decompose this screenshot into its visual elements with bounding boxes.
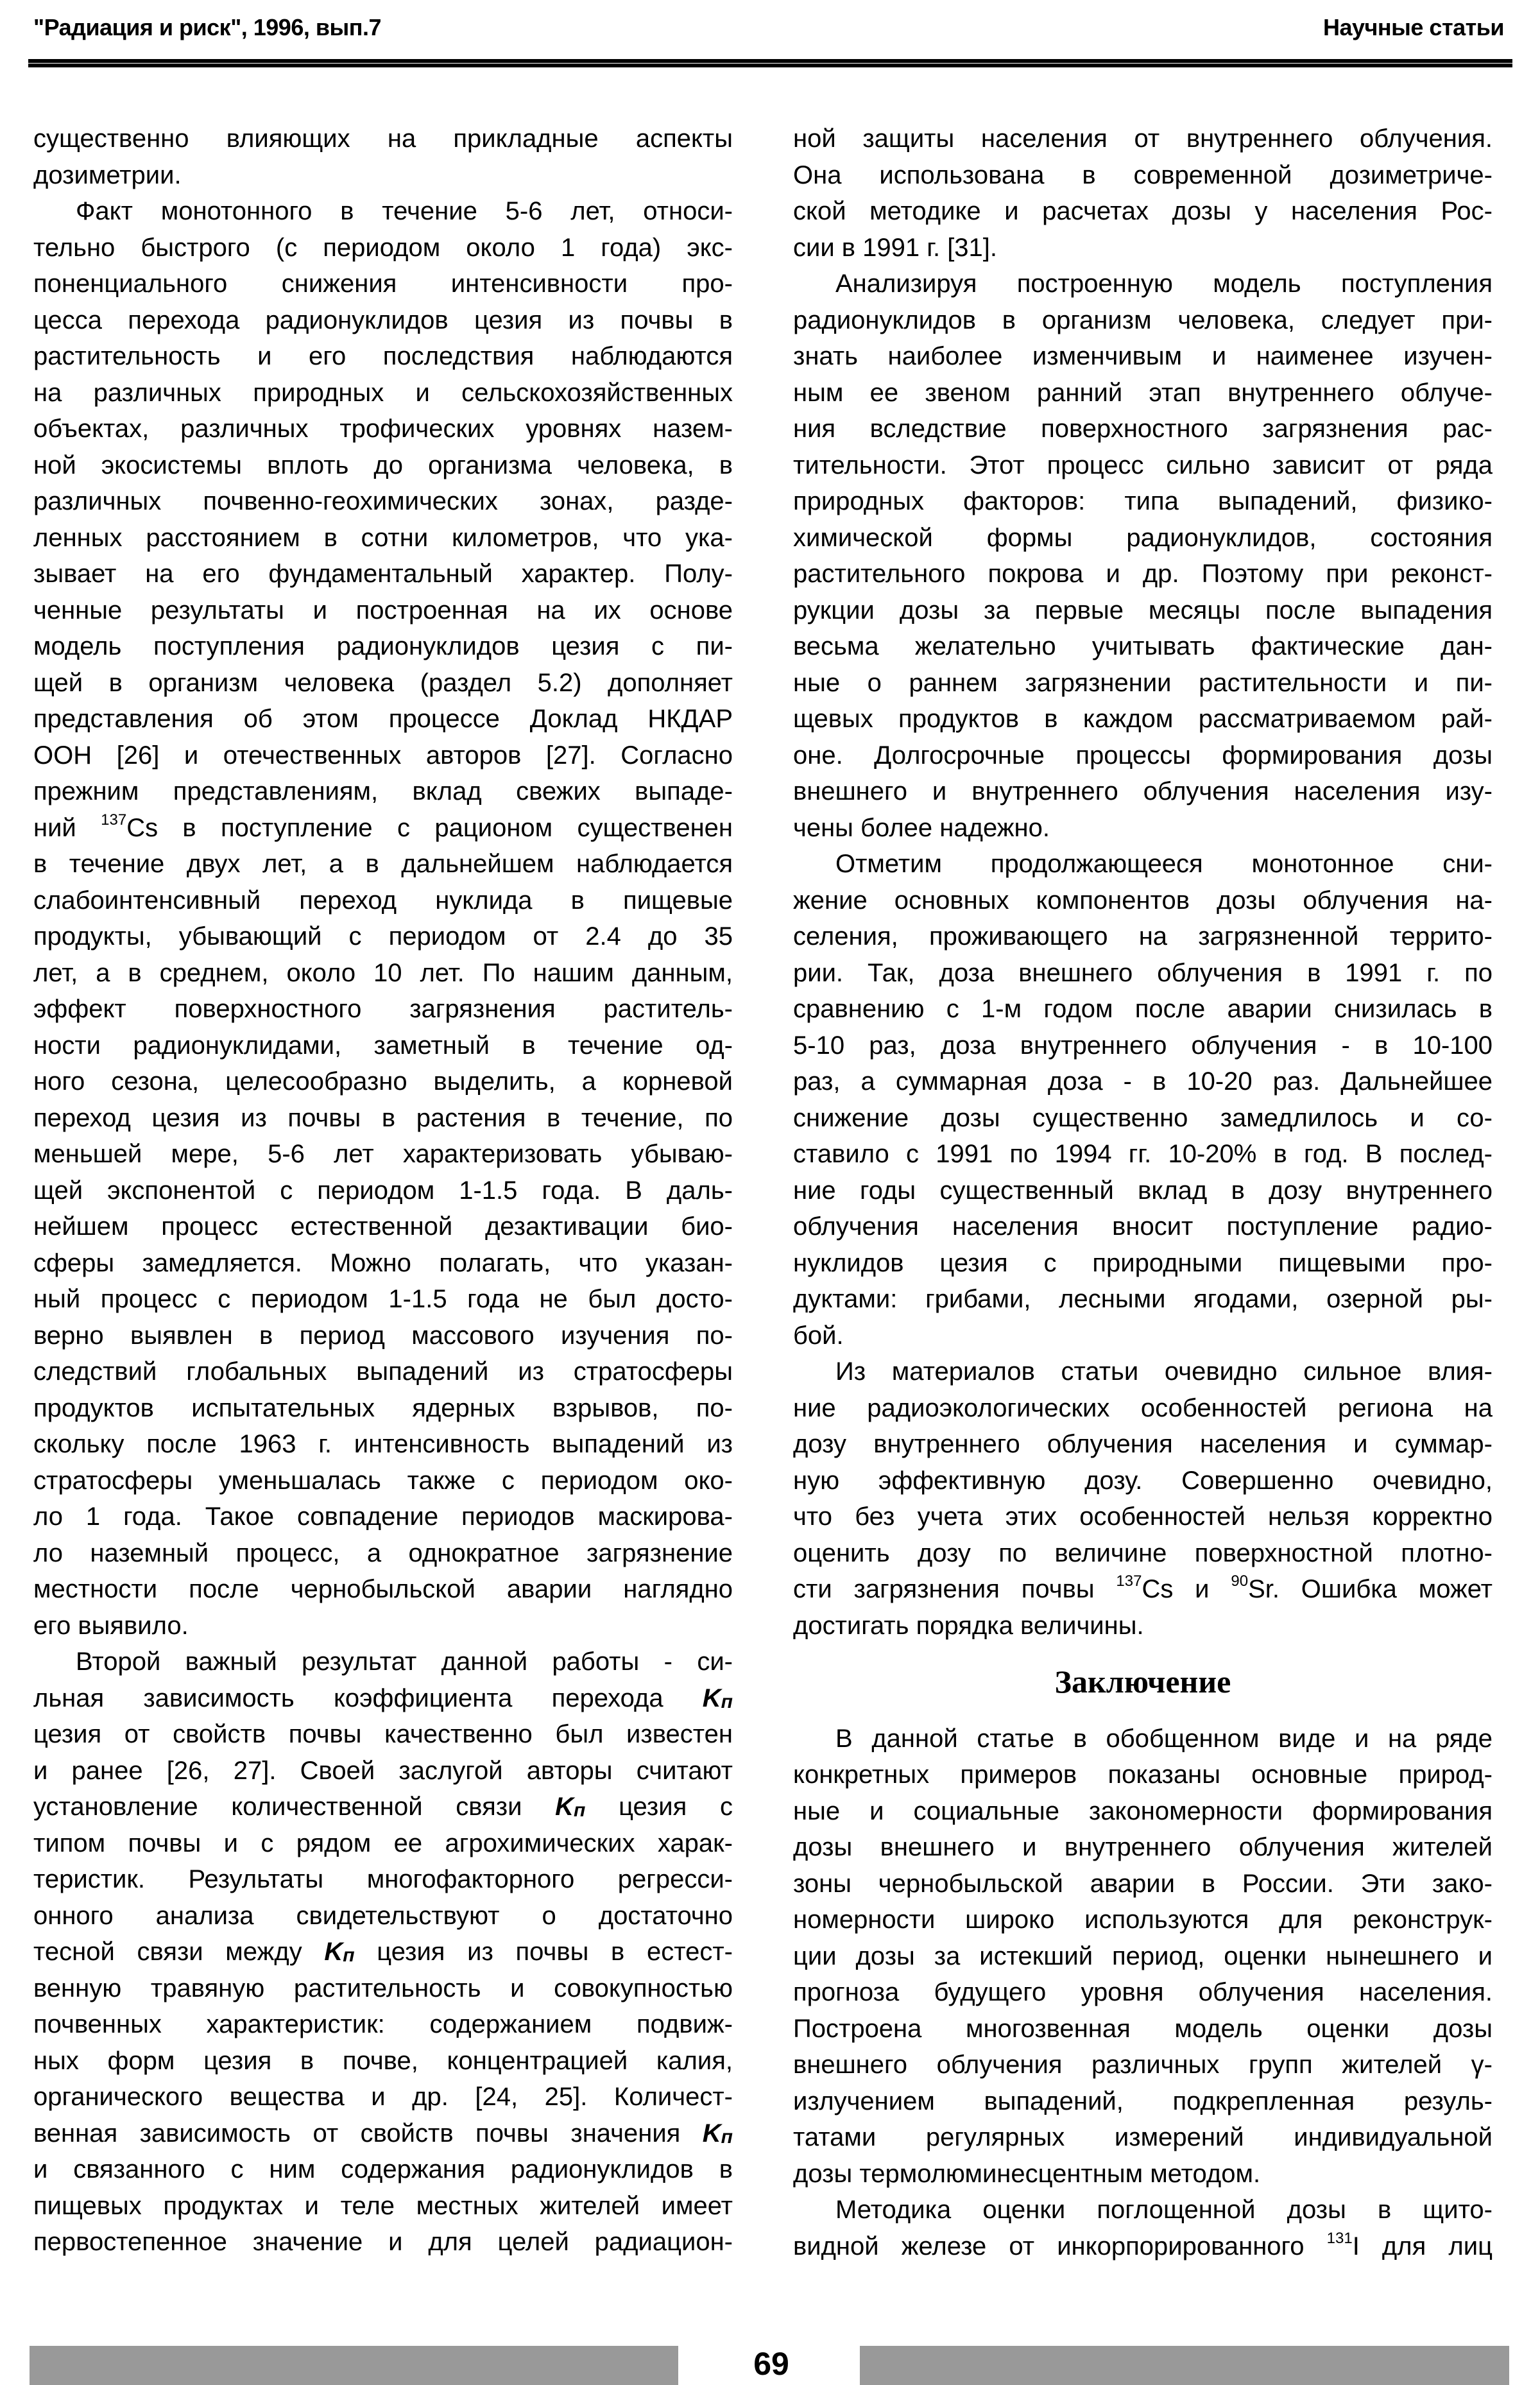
text-run: цезия с xyxy=(585,1793,733,1821)
text-run: снижение дозы существенно замедлилось и со- xyxy=(793,1103,1493,1132)
text-run: щей в организм человека (раздел 5.2) дополняет xyxy=(33,668,733,697)
text-run: дозы внешнего и внутреннего облучения жителей xyxy=(793,1833,1493,1861)
text-run: представления об этом процессе Доклад НКДАР xyxy=(33,705,733,733)
text-line xyxy=(793,1902,1493,1938)
text-run: раз, а суммарная доза - в 10-20 раз. Дальнейшее xyxy=(793,1067,1493,1096)
text-line xyxy=(33,737,733,774)
header-rule-top xyxy=(28,59,1512,63)
text-run: щевых продуктов в каждом рассматриваемом рай- xyxy=(793,705,1493,733)
text-line xyxy=(33,230,733,266)
text-line xyxy=(793,918,1493,955)
text-run: ний xyxy=(33,813,101,842)
text-run: татами регулярных измерений индивидуальной xyxy=(793,2123,1493,2151)
text-line xyxy=(33,810,733,847)
text-line xyxy=(793,1426,1493,1463)
text-line xyxy=(793,1100,1493,1137)
text-run: и связанного с ним содержания радионуклидов в xyxy=(33,2155,733,2183)
text-run: конкретных примеров показаны основные природ- xyxy=(793,1761,1493,1789)
text-line xyxy=(33,121,733,157)
text-line xyxy=(33,1825,733,1862)
text-run: ние радиоэкологических особенностей региона на xyxy=(793,1393,1493,1422)
text-run: I для лиц xyxy=(1352,2232,1493,2260)
transfer-coefficient-symbol xyxy=(555,1793,585,1821)
text-line xyxy=(793,1281,1493,1318)
text-line xyxy=(33,1898,733,1934)
text-run: В данной статье в обобщенном виде и на ряде xyxy=(835,1724,1493,1753)
text-line xyxy=(793,2011,1493,2047)
text-line xyxy=(793,157,1493,194)
text-line xyxy=(793,230,1493,266)
text-line xyxy=(33,2079,733,2115)
text-run: облучения населения вносит поступление радио- xyxy=(793,1212,1493,1241)
text-line xyxy=(793,1974,1493,2011)
text-run: зоны чернобыльской аварии в России. Эти зако- xyxy=(793,1869,1493,1898)
text-run: установление количественной связи xyxy=(33,1793,556,1821)
symbol-letter: K xyxy=(555,1793,574,1821)
text-line xyxy=(793,991,1493,1028)
text-line xyxy=(793,1721,1493,1757)
text-run: химической формы радионуклидов, состояния xyxy=(793,523,1493,552)
text-line xyxy=(33,1354,733,1390)
text-run: ным ее звеном ранний этап внутреннего облуче- xyxy=(793,378,1493,407)
text-run: органического вещества и др. [24, 25]. Количест- xyxy=(33,2083,733,2111)
paragraph xyxy=(793,2192,1493,2264)
text-line xyxy=(33,1861,733,1898)
text-run: пищевых продуктах и теле местных жителей имеет xyxy=(33,2191,733,2220)
text-line xyxy=(793,1209,1493,1245)
text-line xyxy=(793,737,1493,774)
text-run: первостепенное значение и для целей радиацион- xyxy=(33,2228,733,2256)
text-run: сравнению с 1-м годом после аварии снизилась в xyxy=(793,995,1493,1023)
text-line xyxy=(33,2151,733,2188)
text-run: венную травяную растительность и совокупностью xyxy=(33,1974,733,2002)
text-run: что без учета этих особенностей нельзя корректно xyxy=(793,1502,1493,1531)
text-run: Второй важный результат данной работы - си- xyxy=(76,1648,733,1676)
text-run: почвенных характеристик: содержанием подвиж- xyxy=(33,2010,733,2038)
text-run: существенно влияющих на прикладные аспекты xyxy=(33,125,733,153)
text-run: рукции дозы за первые месяцы после выпадения xyxy=(793,596,1493,624)
text-run: нейшем процесс естественной дезактивации био- xyxy=(33,1212,733,1241)
paragraph xyxy=(33,193,733,1644)
text-line xyxy=(793,883,1493,919)
text-run: дозиметрии. xyxy=(33,160,182,189)
footer-bar-right xyxy=(860,2346,1509,2385)
text-run: различных почвенно-геохимических зонах, разде- xyxy=(33,487,733,515)
symbol-letter: K xyxy=(702,1683,721,1712)
text-line xyxy=(33,918,733,955)
text-line xyxy=(33,447,733,484)
text-line xyxy=(793,665,1493,702)
text-line xyxy=(793,1028,1493,1064)
text-line xyxy=(33,1245,733,1282)
text-line xyxy=(793,1136,1493,1173)
text-line xyxy=(793,1535,1493,1572)
running-header-journal: "Радиация и риск", 1996, вып.7 xyxy=(33,14,381,40)
text-line xyxy=(33,1318,733,1354)
text-line xyxy=(33,2006,733,2043)
text-line xyxy=(793,628,1493,665)
text-line xyxy=(33,955,733,992)
text-line xyxy=(33,1100,733,1137)
text-line xyxy=(793,375,1493,411)
text-run: продуктов испытательных ядерных взрывов, по- xyxy=(33,1393,733,1422)
text-run: зывает на его фундаментальный характер. Полу- xyxy=(33,560,733,588)
text-line xyxy=(33,1716,733,1753)
text-run: сферы замедляется. Можно полагать, что указан- xyxy=(33,1248,733,1277)
text-line xyxy=(793,411,1493,447)
text-run: селения, проживающего на загрязненной террито- xyxy=(793,922,1493,951)
text-line xyxy=(33,1281,733,1318)
text-run: Методика оценки поглощенной дозы в щито- xyxy=(835,2196,1493,2224)
text-line xyxy=(793,193,1493,230)
text-run: поненциального снижения интенсивности про- xyxy=(33,270,733,298)
text-line xyxy=(793,773,1493,810)
text-line xyxy=(793,1499,1493,1535)
text-line xyxy=(33,1173,733,1209)
text-run: теристик. Результаты многофакторного регресси- xyxy=(33,1865,733,1893)
text-line xyxy=(33,193,733,230)
text-line xyxy=(793,2156,1493,2192)
paragraph xyxy=(793,1354,1493,1644)
right-text-column xyxy=(793,121,1493,2264)
text-line xyxy=(33,338,733,375)
text-run: Cs и xyxy=(1142,1575,1231,1603)
text-run: Построена многозвенная модель оценки дозы xyxy=(793,2014,1493,2043)
text-run: прогноза будущего уровня облучения населения. xyxy=(793,1978,1493,2006)
text-line xyxy=(33,556,733,592)
text-line xyxy=(793,846,1493,883)
text-line xyxy=(33,1136,733,1173)
text-line xyxy=(793,2083,1493,2120)
text-run: венная зависимость от свойств почвы значения xyxy=(33,2119,703,2148)
text-line xyxy=(33,1970,733,2007)
text-line xyxy=(33,1028,733,1064)
text-line xyxy=(33,1644,733,1680)
text-line xyxy=(793,701,1493,737)
text-line xyxy=(33,1463,733,1499)
text-line xyxy=(33,1789,733,1825)
header-rule-bottom xyxy=(28,64,1512,67)
text-line xyxy=(33,628,733,665)
text-run: местности после чернобыльской аварии наглядно xyxy=(33,1575,733,1603)
text-run: ный процесс с периодом 1-1.5 года не был досто- xyxy=(33,1285,733,1313)
transfer-coefficient-symbol xyxy=(324,1938,354,1966)
text-line xyxy=(793,483,1493,520)
paragraph xyxy=(793,846,1493,1354)
text-run: сти загрязнения почвы xyxy=(793,1575,1116,1603)
text-run: ной экосистемы вплоть до организма человека, в xyxy=(33,451,733,479)
symbol-letter: K xyxy=(324,1938,343,1966)
text-run: следствий глобальных выпадений из стратосферы xyxy=(33,1357,733,1386)
text-run: номерности широко используются для реконструк- xyxy=(793,1906,1493,1934)
symbol-subscript: п xyxy=(721,1691,733,1712)
superscript-mass-number: 137 xyxy=(101,811,127,829)
transfer-coefficient-symbol xyxy=(703,2119,733,2148)
text-run: дозу внутреннего облучения населения и суммар- xyxy=(793,1430,1493,1458)
text-run: цезия от свойств почвы качественно был известен xyxy=(33,1720,733,1748)
text-run: ООН [26] и отечественных авторов [27]. Согласно xyxy=(33,741,733,770)
text-line xyxy=(793,1571,1493,1608)
text-run: внешнего облучения различных групп жителей γ- xyxy=(793,2051,1493,2079)
paragraph xyxy=(33,121,733,193)
text-line xyxy=(793,447,1493,484)
text-run: ния вследствие поверхностного загрязнения рас- xyxy=(793,415,1493,443)
symbol-letter: K xyxy=(702,2119,721,2148)
text-run: и ранее [26, 27]. Своей заслугой авторы считают xyxy=(33,1756,733,1785)
text-line xyxy=(33,520,733,556)
text-line xyxy=(33,2115,733,2152)
text-line xyxy=(33,2043,733,2079)
text-line xyxy=(793,810,1493,847)
text-line xyxy=(33,1063,733,1100)
text-line xyxy=(793,1245,1493,1282)
text-line xyxy=(33,1390,733,1427)
text-run: продукты, убывающий с периодом от 2.4 до 35 xyxy=(33,922,733,951)
text-run: чены более надежно. xyxy=(793,813,1050,842)
text-run: ло 1 года. Такое совпадение периодов маскирова- xyxy=(33,1502,733,1531)
text-run: ло наземный процесс, а однократное загрязнение xyxy=(33,1538,733,1567)
text-run: ных форм цезия в почве, концентрацией калия, xyxy=(33,2046,733,2075)
text-line xyxy=(33,1499,733,1535)
text-run: Факт монотонного в течение 5-6 лет, относи- xyxy=(76,197,733,225)
text-line xyxy=(793,1608,1493,1644)
text-line xyxy=(793,1063,1493,1100)
text-line xyxy=(33,302,733,339)
text-line xyxy=(793,556,1493,592)
text-run: онного анализа свидетельствуют о достаточно xyxy=(33,1901,733,1930)
text-run: ной защиты населения от внутреннего облучения. xyxy=(793,125,1493,153)
text-line xyxy=(33,2224,733,2260)
text-line xyxy=(33,483,733,520)
text-run: ности радионуклидами, заметный в течение од- xyxy=(33,1031,733,1060)
text-line xyxy=(33,1209,733,1245)
superscript-mass-number: 137 xyxy=(1116,1572,1142,1590)
text-run: нуклидов цезия с природными пищевыми про- xyxy=(793,1248,1493,1277)
text-run: слабоинтенсивный переход нуклида в пищевые xyxy=(33,886,733,915)
text-line xyxy=(793,592,1493,629)
section-heading: Заключение xyxy=(1054,1664,1231,1700)
text-run: тительности. Этот процесс сильно зависит от ряда xyxy=(793,451,1493,479)
text-run: эффект поверхностного загрязнения раститель- xyxy=(33,995,733,1023)
text-run: растительность и его последствия наблюдаются xyxy=(33,342,733,370)
text-line xyxy=(793,1829,1493,1866)
text-line xyxy=(793,1793,1493,1830)
text-line xyxy=(33,846,733,883)
text-line xyxy=(33,411,733,447)
text-run: ную эффективную дозу. Совершенно очевидно, xyxy=(793,1466,1493,1495)
text-run: ленных расстоянием в сотни километров, что ука- xyxy=(33,523,733,552)
text-run: ные и социальные закономерности формирования xyxy=(793,1796,1493,1825)
paragraph xyxy=(793,1721,1493,2192)
text-run: излучением выпадений, подкрепленная резуль- xyxy=(793,2087,1493,2115)
text-line xyxy=(33,1608,733,1644)
text-line xyxy=(793,1354,1493,1390)
paragraph xyxy=(793,121,1493,266)
text-run: верно выявлен в период массового изучения по- xyxy=(33,1321,733,1350)
text-line xyxy=(33,701,733,737)
text-run: 5-10 раз, доза внутреннего облучения - в 10-100 xyxy=(793,1031,1493,1060)
text-run: растительного покрова и др. Поэтому при реконст- xyxy=(793,560,1493,588)
text-line xyxy=(33,1426,733,1463)
text-line xyxy=(793,2192,1493,2228)
text-run: ставило с 1991 по 1994 гг. 10-20% в год. В послед- xyxy=(793,1140,1493,1168)
text-run: объектах, различных трофических уровнях назем- xyxy=(33,415,733,443)
text-run: лет, а в среднем, около 10 лет. По нашим данным, xyxy=(33,958,733,987)
text-run: Она использована в современной дозиметриче- xyxy=(793,160,1493,189)
text-line xyxy=(793,955,1493,992)
text-line xyxy=(793,2047,1493,2083)
text-line xyxy=(793,2228,1493,2265)
text-run: достигать порядка величины. xyxy=(793,1611,1144,1640)
text-run: модель поступления радионуклидов цезия с пи- xyxy=(33,632,733,660)
text-run: прежним представлениям, вклад свежих выпаде- xyxy=(33,777,733,805)
symbol-subscript: п xyxy=(574,1800,586,1821)
text-run: ние годы существенный вклад в дозу внутреннего xyxy=(793,1176,1493,1205)
text-run: Анализируя построенную модель поступления xyxy=(835,270,1493,298)
text-line xyxy=(793,1318,1493,1354)
text-line xyxy=(33,665,733,702)
paragraph xyxy=(793,266,1493,846)
text-run: ской методике и расчетах дозы у населения Рос- xyxy=(793,197,1493,225)
page-number: 69 xyxy=(753,2346,789,2382)
text-line xyxy=(33,773,733,810)
text-run: радионуклидов в организм человека, следует при- xyxy=(793,306,1493,334)
text-line xyxy=(793,121,1493,157)
text-run: переход цезия из почвы в растения в течение, по xyxy=(33,1103,733,1132)
text-run: его выявило. xyxy=(33,1611,189,1640)
text-line xyxy=(793,1938,1493,1975)
text-run: цезия из почвы в естест- xyxy=(354,1938,733,1966)
footer-bar-left xyxy=(30,2346,678,2385)
text-run: видной железе от инкорпорированного xyxy=(793,2232,1327,2260)
text-line xyxy=(33,2188,733,2225)
text-line xyxy=(793,520,1493,556)
text-run: Sr. Ошибка может xyxy=(1248,1575,1493,1603)
text-run: на различных природных и сельскохозяйственных xyxy=(33,378,733,407)
left-text-column xyxy=(33,121,733,2260)
text-run: тельно быстрого (с периодом около 1 года) экс- xyxy=(33,233,733,262)
text-run: знать наиболее изменчивым и наименее изучен- xyxy=(793,342,1493,370)
text-run: Отметим продолжающееся монотонное сни- xyxy=(835,850,1493,878)
symbol-subscript: п xyxy=(343,1945,355,1966)
text-line xyxy=(33,991,733,1028)
text-line xyxy=(33,375,733,411)
text-run: скольку после 1963 г. интенсивность выпадений из xyxy=(33,1430,733,1458)
text-run: Из материалов статьи очевидно сильное влия- xyxy=(835,1357,1493,1386)
text-run: стратосферы уменьшалась также с периодом око- xyxy=(33,1466,733,1495)
text-run: цесса перехода радионуклидов цезия из почвы в xyxy=(33,306,733,334)
text-run: сии в 1991 г. [31]. xyxy=(793,233,998,262)
text-line xyxy=(793,338,1493,375)
text-line xyxy=(793,1173,1493,1209)
text-run: дозы термолюминесцентным методом. xyxy=(793,2159,1261,2188)
text-run: меньшей мере, 5-6 лет характеризовать убываю- xyxy=(33,1140,733,1168)
transfer-coefficient-symbol xyxy=(703,1684,733,1712)
text-run: природных факторов: типа выпадений, физико- xyxy=(793,487,1493,515)
text-run: щей экспонентой с периодом 1-1.5 года. В даль- xyxy=(33,1176,733,1205)
superscript-mass-number: 131 xyxy=(1326,2229,1353,2247)
text-line xyxy=(793,1757,1493,1793)
symbol-subscript: п xyxy=(721,2126,733,2148)
text-run: оценить дозу по величине поверхностной плотно- xyxy=(793,1538,1493,1567)
text-line xyxy=(793,1390,1493,1427)
text-line xyxy=(793,266,1493,302)
text-line xyxy=(793,1463,1493,1499)
text-line xyxy=(33,1571,733,1608)
text-line xyxy=(33,883,733,919)
text-run: внешнего и внутреннего облучения населения изу- xyxy=(793,777,1493,805)
text-run: бой. xyxy=(793,1321,844,1350)
text-run: ного сезона, целесообразно выделить, а корневой xyxy=(33,1067,733,1096)
text-run: тесной связи между xyxy=(33,1938,325,1966)
text-run: весьма желательно учитывать фактические дан- xyxy=(793,632,1493,660)
text-run: типом почвы и с рядом ее агрохимических харак- xyxy=(33,1829,733,1857)
text-line xyxy=(33,266,733,302)
text-line xyxy=(33,1680,733,1717)
text-run: в течение двух лет, а в дальнейшем наблюдается xyxy=(33,850,733,878)
text-run: оне. Долгосрочные процессы формирования дозы xyxy=(793,741,1493,770)
text-line xyxy=(33,157,733,194)
text-line xyxy=(793,302,1493,339)
text-run: рии. Так, доза внешнего облучения в 1991 г. по xyxy=(793,958,1493,987)
text-run: льная зависимость коэффициента перехода xyxy=(33,1683,703,1712)
text-run: ные о раннем загрязнении растительности и пи- xyxy=(793,668,1493,697)
text-line xyxy=(33,1535,733,1572)
text-line xyxy=(793,1866,1493,1902)
text-run: жение основных компонентов дозы облучения на- xyxy=(793,886,1493,915)
superscript-mass-number: 90 xyxy=(1231,1572,1249,1590)
text-run: Cs в поступление с рационом существенен xyxy=(126,813,733,842)
text-run: дуктами: грибами, лесными ягодами, озерной ры- xyxy=(793,1285,1493,1313)
text-line xyxy=(33,1753,733,1789)
paragraph xyxy=(33,1644,733,2260)
text-line xyxy=(793,2119,1493,2156)
text-run: ции дозы за истекший период, оценки нынешнего и xyxy=(793,1942,1493,1970)
running-header-section: Научные статьи xyxy=(1322,14,1504,40)
text-line xyxy=(33,1934,733,1970)
text-run: ченные результаты и построенная на их основе xyxy=(33,596,733,624)
text-line xyxy=(33,592,733,629)
